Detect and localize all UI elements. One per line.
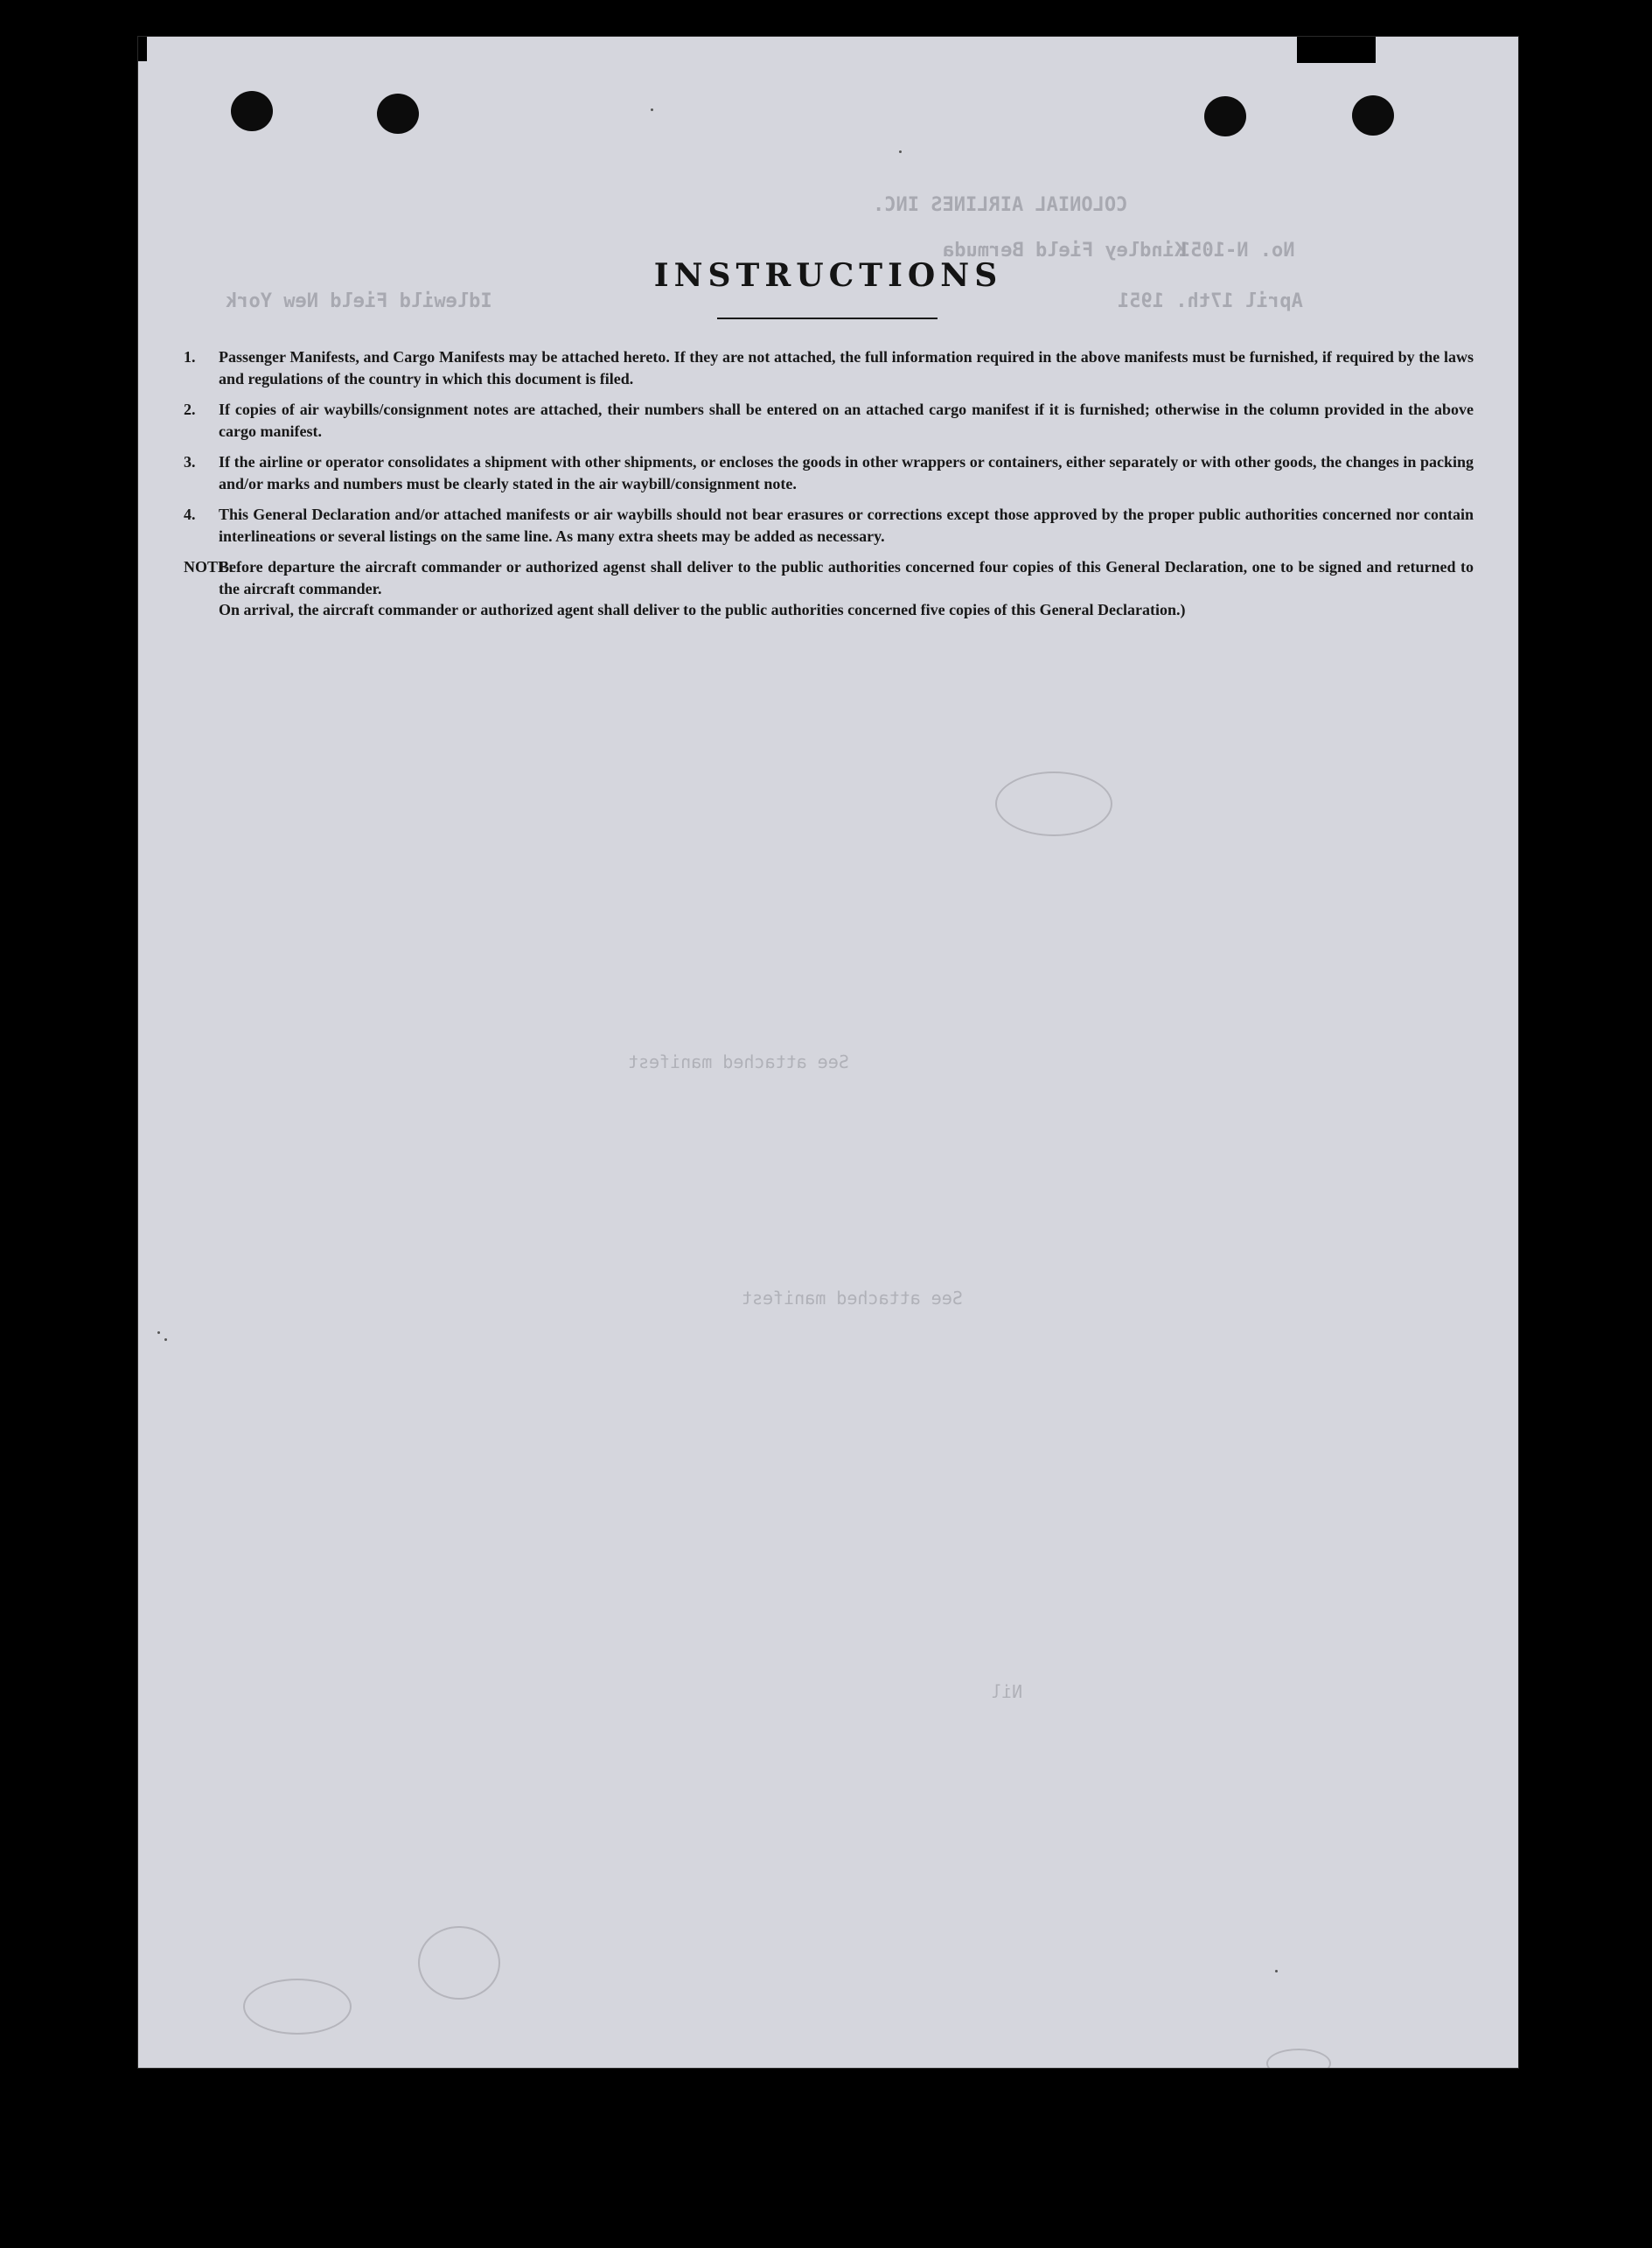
bleed-through-text: Idlewild Field New York xyxy=(226,290,492,312)
bleed-through-text: COLONIAL AIRLINES INC. xyxy=(873,194,1128,216)
speck xyxy=(651,108,653,111)
bleed-through-text: See attached manifest xyxy=(742,1288,963,1309)
bleed-through-text: Kindley Field Bermuda xyxy=(943,240,1187,262)
bleed-through-text: No. N-1051 xyxy=(1179,240,1295,262)
speck xyxy=(1275,1970,1278,1972)
instruction-item xyxy=(184,399,1474,442)
punch-hole xyxy=(1204,96,1246,136)
note-paragraph: On arrival, the aircraft commander or authorized agent shall deliver to the public authorities concerned five copies of this General Declaration.) xyxy=(219,601,1186,618)
speck xyxy=(899,150,902,153)
item-number: 4. xyxy=(184,506,196,523)
title-underline xyxy=(717,318,938,319)
document-page xyxy=(138,37,1518,2068)
item-number: 3. xyxy=(184,453,196,471)
note-paragraph: Before departure the aircraft commander or authorized agenst shall deliver to the public authorities concerned four copies of this General Declaration, one to be signed and returned to the aircraft commander. xyxy=(219,558,1474,597)
speck xyxy=(157,1331,160,1334)
page-edge-notch xyxy=(138,37,147,61)
item-text: If the airline or operator consolidates a shipment with other shipments, or encloses the goods in other wrappers or containers, either separately or with other goods, the changes in packing and/or marks and numbers must be clearly stated in the air waybill/consignment note. xyxy=(219,453,1474,492)
signature-bleed-through xyxy=(1266,2049,1331,2068)
signature-bleed-through xyxy=(418,1926,500,2000)
page-edge-notch xyxy=(1297,37,1376,63)
instruction-item xyxy=(184,451,1474,494)
bleed-through-text: See attached manifest xyxy=(628,1051,849,1072)
note-label: NOTE: xyxy=(184,558,234,576)
bleed-through-text: April 17th. 1951 xyxy=(1118,290,1303,312)
signature-bleed-through xyxy=(995,771,1112,836)
punch-hole xyxy=(231,91,273,131)
instruction-item xyxy=(184,504,1474,547)
punch-hole xyxy=(1352,95,1394,136)
punch-hole xyxy=(377,94,419,134)
item-number: 2. xyxy=(184,401,196,418)
item-number: 1. xyxy=(184,348,196,366)
speck xyxy=(164,1338,167,1341)
instruction-list xyxy=(184,346,1474,621)
signature-bleed-through xyxy=(243,1979,352,2035)
note-block xyxy=(184,556,1474,621)
item-text: Passenger Manifests, and Cargo Manifests may be attached hereto. If they are not attached, the full information required in the above manifests must be furnished, if required by the laws and regulations of the country in which this document is filed. xyxy=(219,348,1474,387)
bleed-through-text: Nil xyxy=(991,1681,1023,1702)
instructions-title: INSTRUCTIONS xyxy=(653,257,1003,294)
instruction-item xyxy=(184,346,1474,389)
item-text: If copies of air waybills/consignment notes are attached, their numbers shall be entered on an attached cargo manifest if it is furnished; otherwise in the column provided in the above cargo manifest. xyxy=(219,401,1474,440)
item-text: This General Declaration and/or attached manifests or air waybills should not bear erasures or corrections except those approved by the proper public authorities concerned nor contain interlineations or several listings on the same line. As many extra sheets may be added as necessary. xyxy=(219,506,1474,545)
